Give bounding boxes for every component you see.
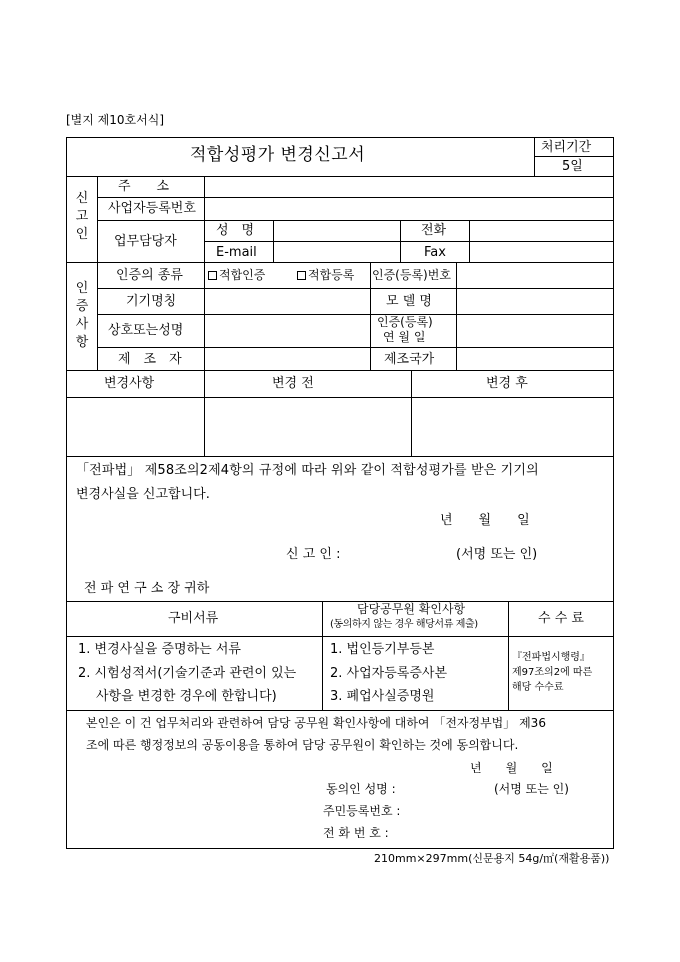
address-label: 주 소 [118,179,170,194]
manufacturer-field[interactable] [205,348,369,370]
before-change-header: 변경 전 [272,376,314,391]
applicant-section-char: 인 [75,227,89,242]
fee-text-2: 제97조의2에 따른 [512,667,593,678]
cert-section-char: 항 [75,335,89,350]
form-number: [별지 제10호서식] [66,113,164,127]
model-name-field[interactable] [457,289,613,314]
cert-section-char: 증 [75,299,89,314]
cert-type-option-registration[interactable] [297,269,354,281]
processing-period-value: 5일 [562,159,583,174]
required-doc-2-cont: 사항을 변경한 경우에 한합니다) [96,689,277,704]
consent-date: 년 월 일 [470,761,553,775]
manager-name-label: 성 명 [216,223,255,238]
consenter-phone-label: 전 화 번 호 : [323,826,389,840]
consent-line-1: 본인은 이 건 업무처리와 관련하여 담당 공무원 확인사항에 대하여 「전자정부법」 제36 [86,716,546,730]
country-label: 제조국가 [384,352,435,367]
official-doc-3: 3. 폐업사실증명원 [330,689,435,704]
consenter-rrn-field[interactable] [418,801,598,819]
address-field[interactable] [205,177,613,197]
cert-date-label-2: 연 월 일 [383,330,426,344]
before-change-field[interactable] [205,398,411,456]
consenter-sign-hint: (서명 또는 인) [494,782,569,796]
consenter-name-field[interactable] [418,779,492,797]
checkbox-icon [208,271,217,280]
manager-label: 업무담당자 [114,234,177,249]
company-name-field[interactable] [205,315,369,347]
applicant-section-char: 고 [75,209,89,224]
fee-text-1: 『전파법시행령』 [512,652,590,663]
business-number-label: 사업자등록번호 [108,201,196,216]
cert-date-field[interactable] [457,315,613,347]
email-label: E-mail [216,245,257,260]
declaration-line-1: 「전파법」 제58조의2제4항의 규정에 따라 위와 같이 적합성평가를 받은 기기의 [76,463,539,478]
business-number-field[interactable] [205,198,613,219]
fax-field[interactable] [470,242,613,261]
phone-field[interactable] [470,221,613,241]
phone-label: 전화 [421,223,447,238]
manager-name-field[interactable] [274,221,399,241]
form-title: 적합성평가 변경신고서 [190,145,366,165]
official-check-header: 담당공무원 확인사항 [357,602,466,616]
cert-section-char: 사 [75,317,89,332]
country-field[interactable] [457,348,613,370]
cert-section-char: 인 [75,281,89,296]
required-doc-2: 2. 시험성적서(기술기준과 관련이 있는 [78,666,297,681]
after-change-field[interactable] [412,398,613,456]
fee-text-3: 해당 수수료 [512,682,564,693]
device-name-label: 기기명칭 [126,294,177,309]
official-check-subheader: (동의하지 않는 경우 해당서류 제출) [330,619,478,630]
processing-period-label: 처리기간 [541,140,592,155]
declarant-sign-field[interactable] [365,544,455,564]
required-doc-1: 1. 변경사실을 증명하는 서류 [78,642,241,657]
cert-number-label: 인증(등록)번호 [372,268,451,282]
cert-type-option-registration-label: 적합등록 [308,268,355,282]
change-item-field[interactable] [67,398,204,456]
cert-type-option-conformity[interactable] [208,269,265,281]
addressee: 전 파 연 구 소 장 귀하 [84,581,210,596]
declaration-date: 년 월 일 [440,513,530,528]
applicant-section-char: 신 [75,191,89,206]
declarant-sign-hint: (서명 또는 인) [456,547,538,562]
change-item-header: 변경사항 [104,376,155,391]
official-doc-2: 2. 사업자등록증사본 [330,666,447,681]
declarant-label: 신 고 인 : [286,547,341,562]
consent-line-2: 조에 따른 행정정보의 공동이용을 통하여 담당 공무원이 확인하는 것에 동의합니다. [86,738,519,752]
fee-header: 수 수 료 [538,611,584,626]
cert-type-label: 인증의 종류 [116,268,183,283]
checkbox-icon [297,271,306,280]
cert-number-field[interactable] [457,263,613,288]
device-name-field[interactable] [205,289,369,314]
required-docs-header: 구비서류 [168,611,219,626]
after-change-header: 변경 후 [486,376,528,391]
manufacturer-label: 제 조 자 [118,352,182,367]
fax-label: Fax [424,245,446,260]
cert-type-option-conformity-label: 적합인증 [219,268,266,282]
paper-spec: 210mm×297mm(신문용지 54g/㎡(재활용품)) [374,852,610,865]
official-doc-1: 1. 법인등기부등본 [330,642,435,657]
consenter-rrn-label: 주민등록번호 : [323,804,401,818]
declaration-line-2: 변경사실을 신고합니다. [76,487,210,502]
cert-date-label: 인증(등록) [377,315,433,329]
model-name-label: 모 델 명 [386,294,432,309]
consenter-phone-field[interactable] [418,823,598,841]
company-name-label: 상호또는성명 [108,323,184,338]
consenter-name-label: 동의인 성명 : [326,782,396,796]
email-field[interactable] [274,242,399,261]
